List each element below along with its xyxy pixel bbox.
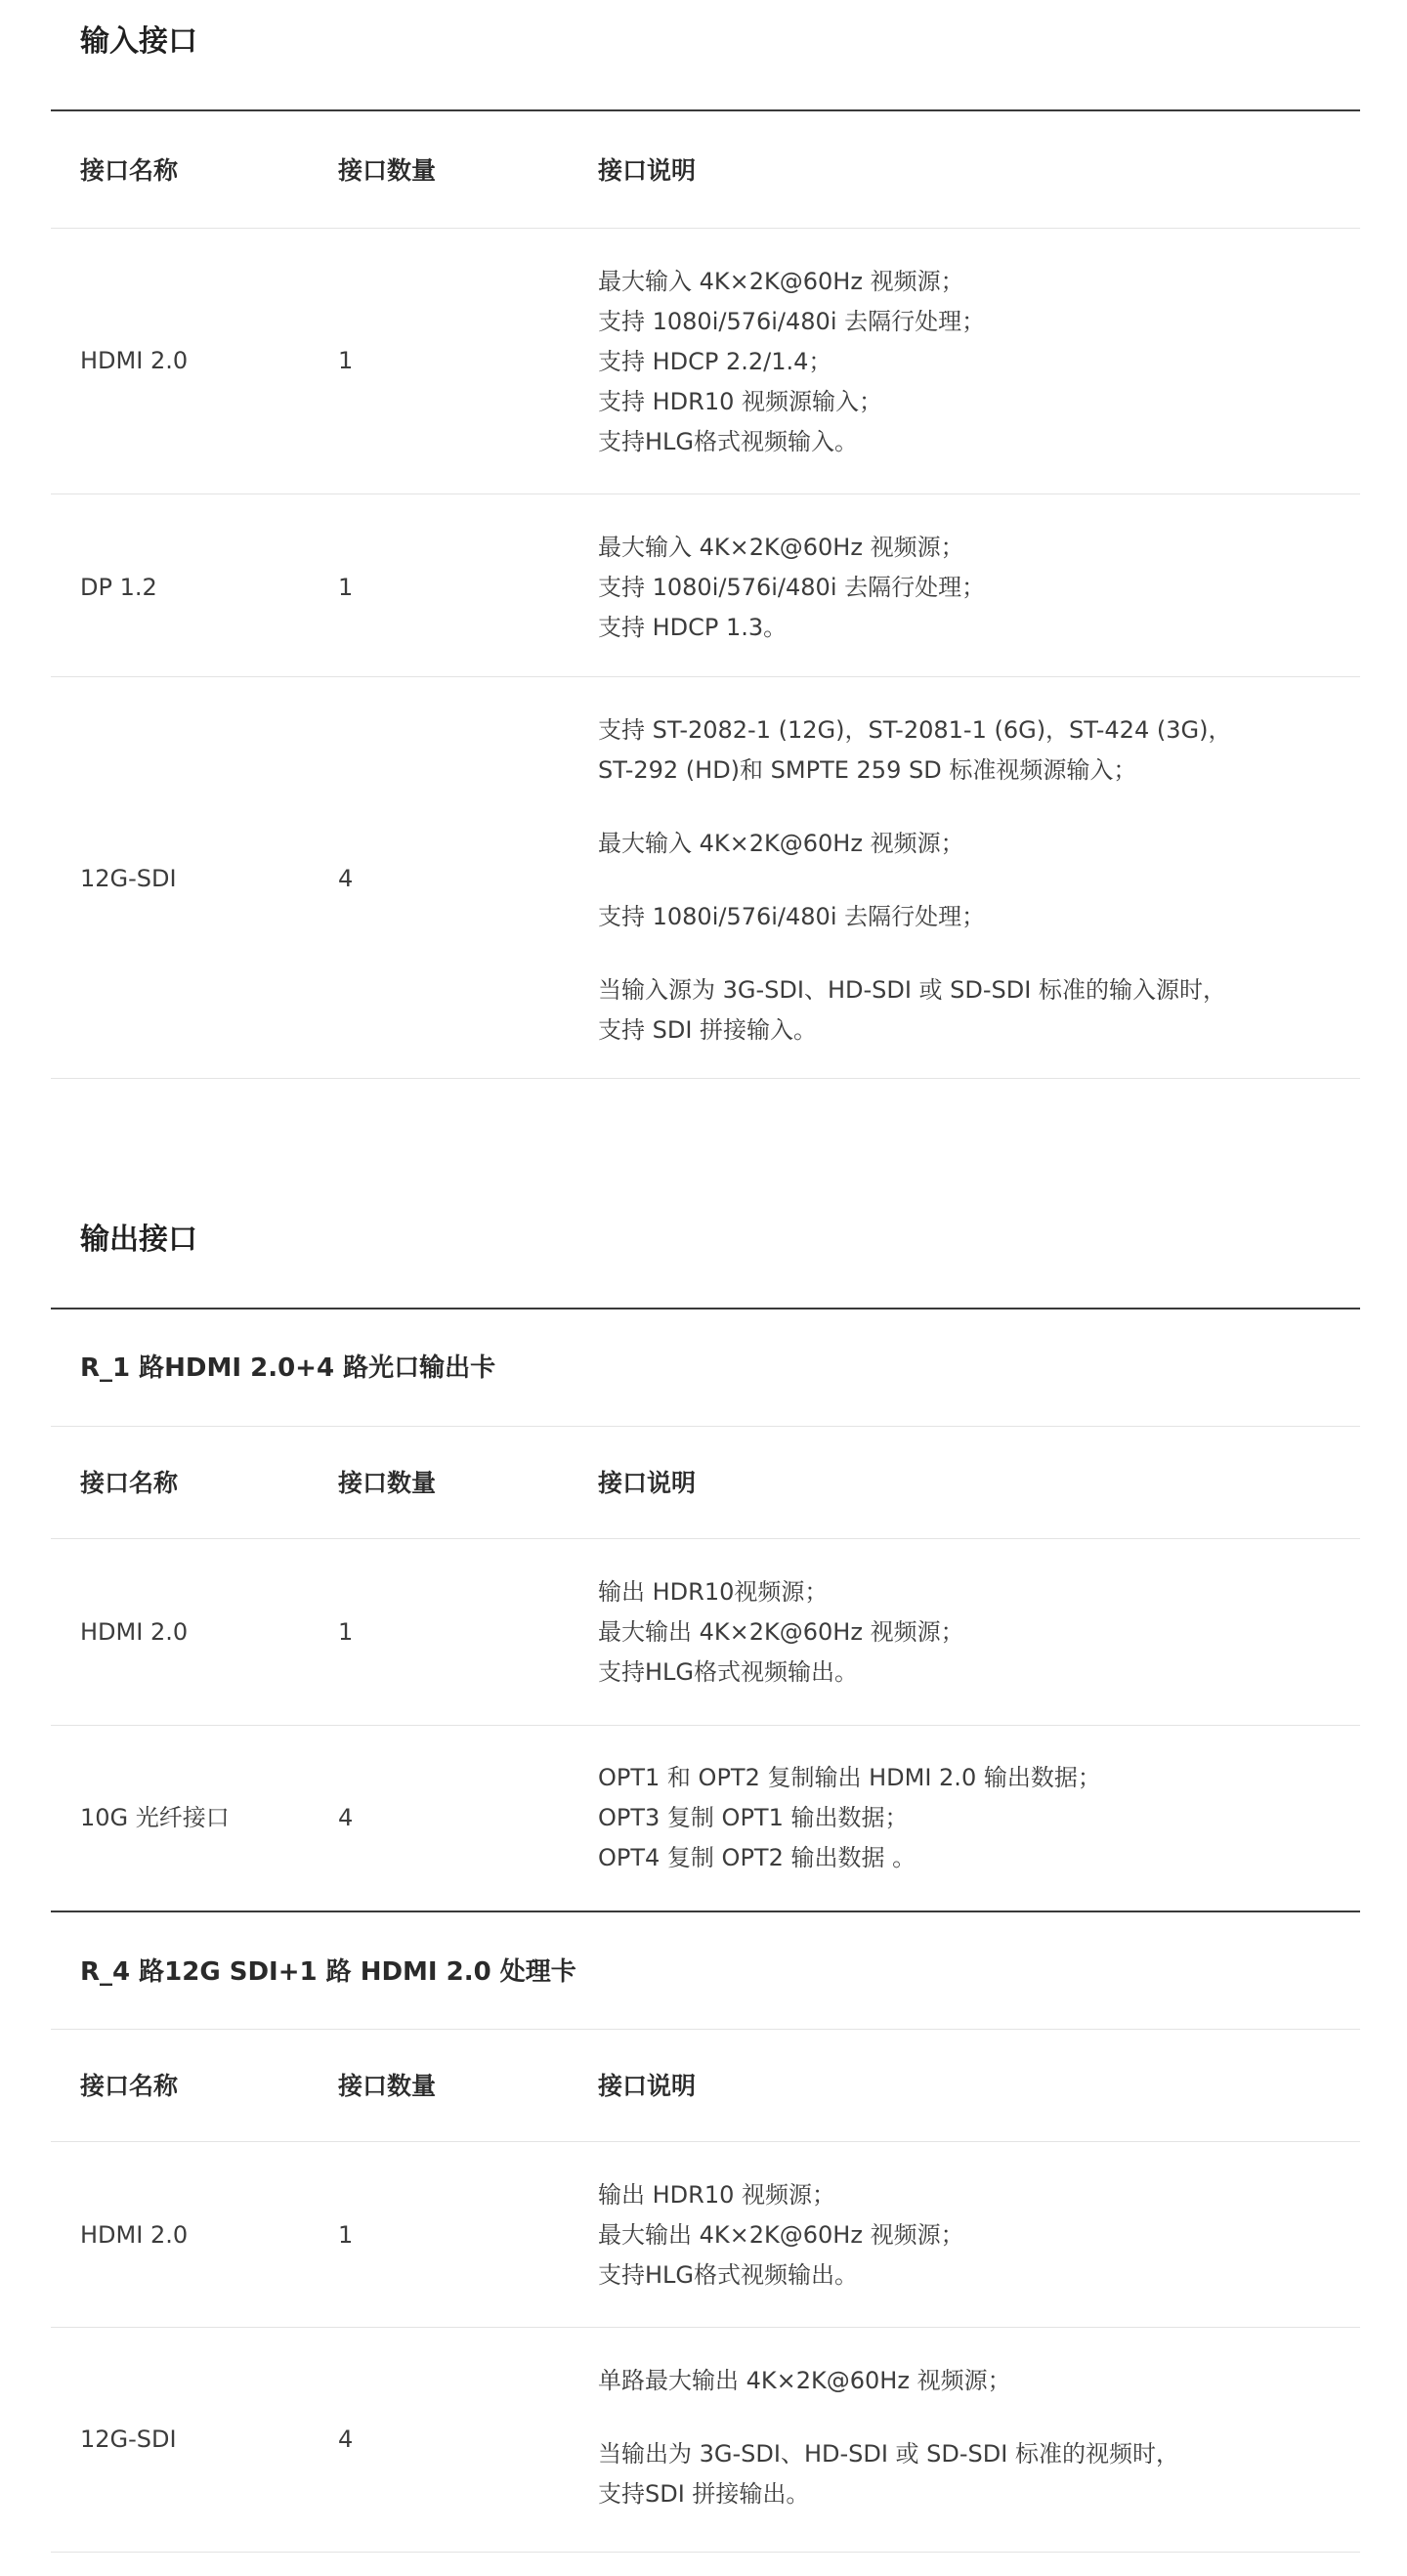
output-section-title: 输出接口 <box>80 1223 197 1257</box>
desc-line: 当输入源为 3G-SDI、HD-SDI 或 SD-SDI 标准的输入源时， <box>598 976 1226 1004</box>
row-divider <box>51 2029 1360 2030</box>
input-row-3-desc <box>598 710 1341 1051</box>
input-header-name: 接口名称 <box>80 156 179 185</box>
card-1-row-2-desc <box>598 1758 1341 1878</box>
input-section-title: 输入接口 <box>80 24 197 59</box>
row-divider <box>51 676 1360 677</box>
desc-line: 支持 1080i/576i/480i 去隔行处理； <box>598 903 986 930</box>
card-1-header-count: 接口数量 <box>338 1469 437 1497</box>
input-row-2-name: DP 1.2 <box>80 574 157 601</box>
row-divider <box>51 2141 1360 2142</box>
card-1-row-2-name: 10G 光纤接口 <box>80 1804 230 1831</box>
desc-line: 最大输入 4K×2K@60Hz 视频源； <box>598 830 964 857</box>
card-2-row-1-name: HDMI 2.0 <box>80 2221 189 2249</box>
input-row-1-count: 1 <box>338 347 354 374</box>
card-1-row-1-name: HDMI 2.0 <box>80 1618 189 1646</box>
input-row-1-desc <box>598 262 1341 462</box>
desc-line: 最大输出 4K×2K@60Hz 视频源； <box>598 1618 964 1646</box>
output-top-rule <box>51 1308 1360 1309</box>
desc-line: 支持HLG格式视频输入。 <box>598 428 859 455</box>
card-2-header-name: 接口名称 <box>80 2072 179 2100</box>
card-2-header-desc: 接口说明 <box>598 2072 697 2100</box>
card-2-header-count: 接口数量 <box>338 2072 437 2100</box>
input-row-2-desc <box>598 528 1341 648</box>
output-card-1-title: R_1 路HDMI 2.0+4 路光口输出卡 <box>80 1353 496 1383</box>
desc-line: 支持HLG格式视频输出。 <box>598 1658 859 1686</box>
input-row-1-name: HDMI 2.0 <box>80 347 189 374</box>
output-card-2-title: R_4 路12G SDI+1 路 HDMI 2.0 处理卡 <box>80 1957 576 1987</box>
desc-line: 当输出为 3G-SDI、HD-SDI 或 SD-SDI 标准的视频时， <box>598 2440 1179 2468</box>
row-divider <box>51 1538 1360 1539</box>
desc-line: 输出 HDR10 视频源； <box>598 2181 835 2209</box>
input-row-3-count: 4 <box>338 865 354 892</box>
input-header-count: 接口数量 <box>338 156 437 185</box>
row-divider <box>51 1078 1360 1079</box>
desc-line: 支持 ST-2082-1 (12G)，ST-2081-1 (6G)，ST-424 (3G)， <box>598 716 1232 744</box>
desc-line: 支持 1080i/576i/480i 去隔行处理； <box>598 574 986 601</box>
desc-line: ST-292 (HD)和 SMPTE 259 SD 标准视频源输入； <box>598 756 1137 784</box>
desc-line: 支持HLG格式视频输出。 <box>598 2261 859 2289</box>
row-divider <box>51 1725 1360 1726</box>
input-row-3-name: 12G-SDI <box>80 865 177 892</box>
desc-line: 最大输入 4K×2K@60Hz 视频源； <box>598 534 964 561</box>
row-divider <box>51 228 1360 229</box>
card-1-row-1-count: 1 <box>338 1618 354 1646</box>
desc-line: OPT4 复制 OPT2 输出数据 。 <box>598 1844 917 1871</box>
card-2-row-1-desc <box>598 2175 1341 2296</box>
desc-line: 支持 SDI 拼接输入。 <box>598 1016 818 1044</box>
desc-line: 支持 HDCP 1.3。 <box>598 614 788 641</box>
input-header-desc: 接口说明 <box>598 156 697 185</box>
card-1-row-1-desc <box>598 1572 1341 1693</box>
card-1-header-name: 接口名称 <box>80 1469 179 1497</box>
row-divider <box>51 2327 1360 2328</box>
desc-line: OPT3 复制 OPT1 输出数据； <box>598 1804 909 1831</box>
card-1-header-desc: 接口说明 <box>598 1469 697 1497</box>
row-divider <box>51 2552 1360 2553</box>
desc-line: 支持 HDR10 视频源输入； <box>598 388 882 415</box>
card-2-row-2-desc <box>598 2361 1341 2514</box>
card-2-row-1-count: 1 <box>338 2221 354 2249</box>
desc-line: 支持 HDCP 2.2/1.4； <box>598 348 832 375</box>
desc-line: OPT1 和 OPT2 复制输出 HDMI 2.0 输出数据； <box>598 1764 1101 1791</box>
card-2-row-2-count: 4 <box>338 2426 354 2453</box>
card-divider <box>51 1911 1360 1912</box>
row-divider <box>51 1426 1360 1427</box>
desc-line: 支持 1080i/576i/480i 去隔行处理； <box>598 308 986 335</box>
card-1-row-2-count: 4 <box>338 1804 354 1831</box>
card-2-row-2-name: 12G-SDI <box>80 2426 177 2453</box>
input-row-2-count: 1 <box>338 574 354 601</box>
desc-line: 最大输入 4K×2K@60Hz 视频源； <box>598 268 964 295</box>
desc-line: 输出 HDR10视频源； <box>598 1578 829 1606</box>
desc-line: 支持SDI 拼接输出。 <box>598 2480 810 2508</box>
desc-line: 单路最大输出 4K×2K@60Hz 视频源； <box>598 2367 1011 2394</box>
input-top-rule <box>51 109 1360 111</box>
desc-line: 最大输出 4K×2K@60Hz 视频源； <box>598 2221 964 2249</box>
